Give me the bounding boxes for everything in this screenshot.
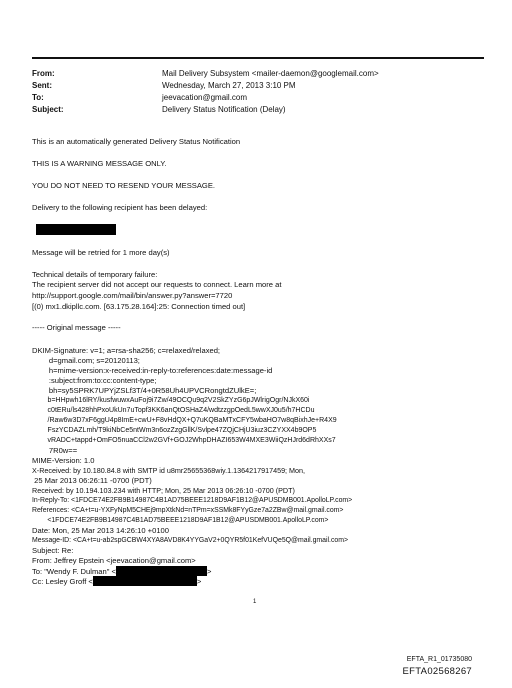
subject-value: Delivery Status Notification (Delay) xyxy=(162,105,286,114)
header-rule xyxy=(32,57,484,59)
header-line: :subject:from:to:cc:content-type; xyxy=(32,376,157,385)
delayed-text: Delivery to the following recipient has been delayed: xyxy=(32,203,208,212)
header-line: c0tERu/ls428hhPxoUkUn7uTopf3KK6anQtOSHaZ4/wdtzzgpOedL5wwXJ0u5/h7HCDu xyxy=(32,407,315,414)
no-resend-text: YOU DO NOT NEED TO RESEND YOUR MESSAGE. xyxy=(32,181,215,190)
header-line: Date: Mon, 25 Mar 2013 14:26:10 +0100 xyxy=(32,526,169,535)
subject-label: Subject: xyxy=(32,105,64,114)
header-line: FszYCDAZLmh/T9kiNbCe5ntWm3n6ozZzgGllK/Svlpe47ZQjCHjU3iuz3CZYXX4b9OP5 xyxy=(32,427,317,434)
to-line-close: > xyxy=(206,567,212,576)
cc-line-text: Cc: Lesley Groff < xyxy=(32,577,93,586)
learn-more-link[interactable]: http://support.google.com/mail/bin/answer.py?answer=7720 xyxy=(32,291,233,300)
to-label: To: xyxy=(32,93,44,102)
header-line: X-Received: by 10.180.84.8 with SMTP id u8mr25655368wiy.1.1364217917459; Mon, xyxy=(32,466,306,475)
sent-label: Sent: xyxy=(32,81,52,90)
header-line: 7R0w== xyxy=(32,446,78,455)
header-line: References: <CA+t=u-YXFyNpM5CHEj9mpXtkNd=nTPm=xSSMk8FYyGze7a2ZBw@mail.gmail.com> xyxy=(32,507,344,514)
from-value: Mail Delivery Subsystem <mailer-daemon@googlemail.com> xyxy=(162,69,379,78)
cc-line-close: > xyxy=(196,577,202,586)
to-line-text: To: "Wendy F. Dulman" < xyxy=(32,567,116,576)
to-value: jeevacation@gmail.com xyxy=(162,93,248,102)
cc-line xyxy=(32,576,201,587)
warning-text: THIS IS A WARNING MESSAGE ONLY. xyxy=(32,159,167,168)
connection-error: [(0) mx1.dkipllc.com. [63.175.28.164]:25: Connection timed out] xyxy=(32,302,246,311)
sent-row xyxy=(32,80,484,91)
header-line: MIME-Version: 1.0 xyxy=(32,456,95,465)
from-row xyxy=(32,68,484,79)
header-line: d=gmail.com; s=20120113; xyxy=(32,356,140,365)
redacted-cc-address xyxy=(93,576,197,586)
header-line: /Raw6w3D7xF6ggU4p8ImE+cwU+F8vHdQX+Q7uKQBaMTxCFY5wbaHO7w8qBixhJe+R4X9 xyxy=(32,417,337,424)
header-line: <1FDCE74E2FB9B14987C4B1AD75BEEE1218D9AF1B12@APUSDMB001.ApolloLP.com> xyxy=(32,517,329,524)
tech-details-heading: Technical details of temporary failure: xyxy=(32,270,158,279)
subject-row xyxy=(32,104,484,115)
header-line: In-Reply-To: <1FDCE74E2FB9B14987C4B1AD75BEEE1218D9AF1B12@APUSDMB001.ApolloLP.com> xyxy=(32,497,353,504)
retry-text: Message will be retried for 1 more day(s) xyxy=(32,248,170,257)
page-number: 1 xyxy=(253,599,257,605)
redacted-to-address xyxy=(116,566,207,576)
header-line: Message-ID: <CA+t=u-ab2spGCBW4XYA8AVD8K4YYGaV2+0QYR5f01KefVUQe5Q@mail.gmail.com> xyxy=(32,537,349,544)
header-line: vRADC+tappd+OmFO5nuaCCl2w2GVf+GOJ2WhpDHAZI653W4MXE3WiiQzHJrd6dRhXXs7 xyxy=(32,437,336,444)
header-line: h=mime-version:x-received:in-reply-to:references:date:message-id xyxy=(32,366,273,375)
from-label: From: xyxy=(32,69,55,78)
header-line: bh=sy5SPRK7UPYjZSLf3T/4+0R58Uh4UPVCRongtdZUlkE=; xyxy=(32,386,257,395)
original-message-divider: ----- Original message ----- xyxy=(32,323,121,332)
intro-text: This is an automatically generated Delivery Status Notification xyxy=(32,137,241,146)
header-line: 25 Mar 2013 06:26:11 -0700 (PDT) xyxy=(32,476,152,485)
redacted-recipient xyxy=(36,224,116,235)
header-line: b=HHpwh16lRY/kusfwuwxAuFoj9i7Zw/49OCQu9q2V2SkZYzG6pJWlrigOgr/NJkX60i xyxy=(32,397,310,404)
header-line: From: Jeffrey Epstein <jeevacation@gmail.com> xyxy=(32,556,196,565)
header-line: DKIM-Signature: v=1; a=rsa-sha256; c=relaxed/relaxed; xyxy=(32,346,221,355)
bates-stamp-large: EFTA02568267 xyxy=(402,666,472,677)
header-line: Subject: Re: xyxy=(32,546,74,555)
tech-details-line: The recipient server did not accept our requests to connect. Learn more at xyxy=(32,280,282,289)
email-header xyxy=(32,68,484,114)
header-line: Received: by 10.194.103.234 with HTTP; Mon, 25 Mar 2013 06:26:10 -0700 (PDT) xyxy=(32,486,295,495)
sent-value: Wednesday, March 27, 2013 3:10 PM xyxy=(162,81,296,90)
to-row xyxy=(32,92,484,103)
bates-stamp-small: EFTA_R1_01735080 xyxy=(406,656,472,663)
